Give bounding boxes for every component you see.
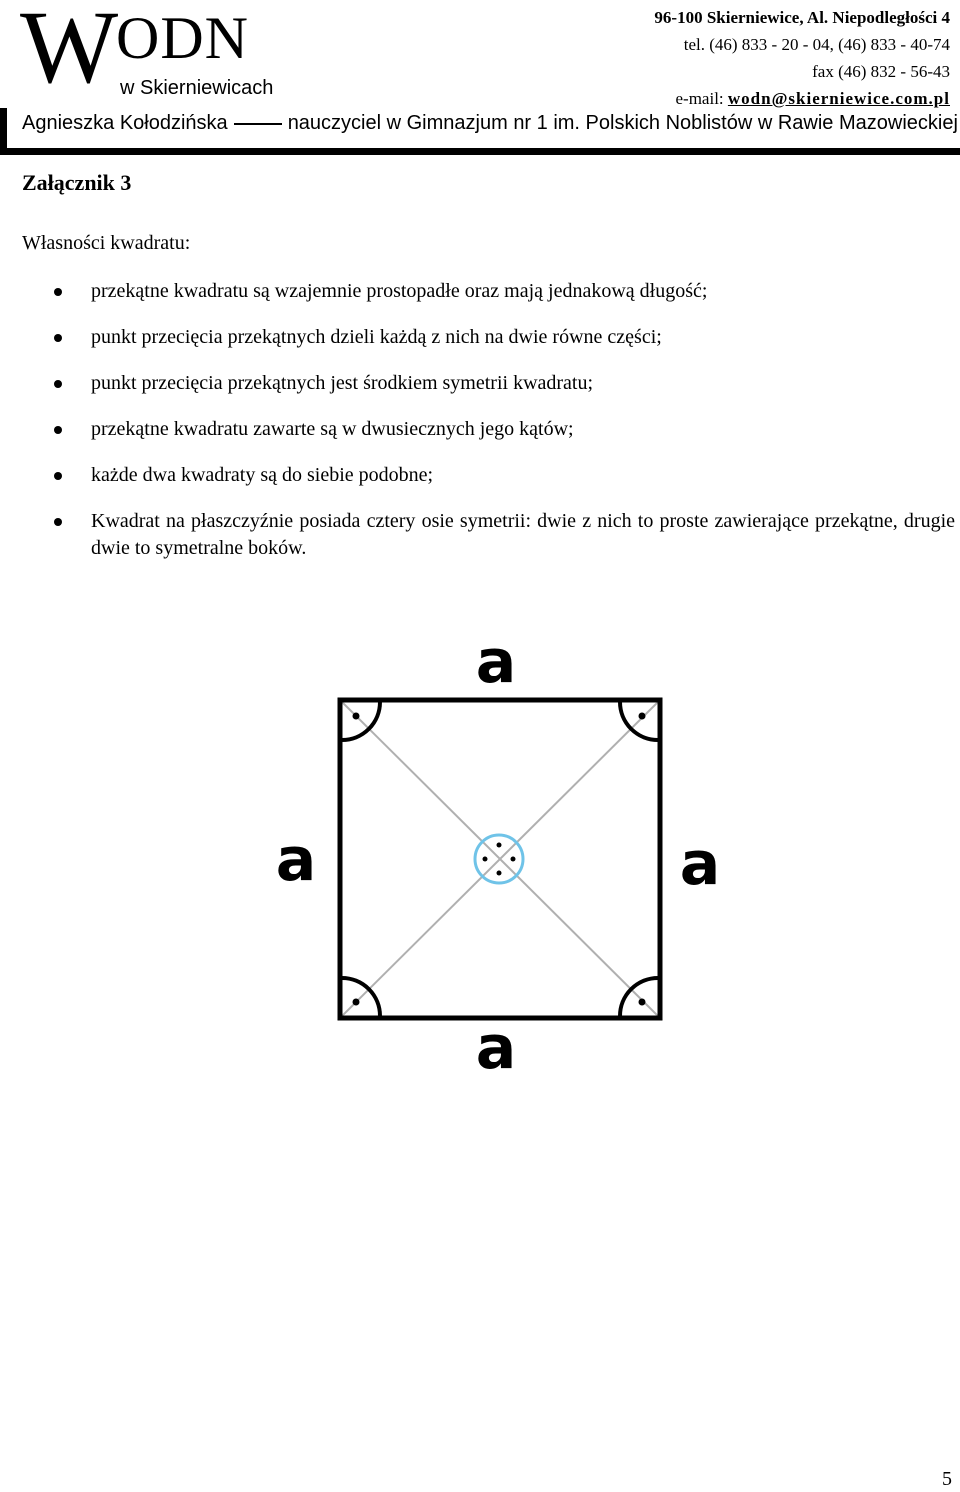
side-label-bottom: a <box>475 1013 517 1080</box>
list-item-text: punkt przecięcia przekątnych dzieli każdą z nich na dwie równe części; <box>91 326 662 348</box>
center-dot-top <box>497 843 502 848</box>
side-label-top: a <box>475 630 517 697</box>
side-label-right: a <box>679 829 721 899</box>
header-divider <box>0 148 960 155</box>
list-item <box>0 462 955 489</box>
bullet-icon <box>54 472 62 480</box>
bullet-icon <box>54 380 62 388</box>
center-dot-right <box>511 857 516 862</box>
list-item-text: przekątne kwadratu zawarte są w dwusiecznych jego kątów; <box>91 418 574 440</box>
angle-dot-top-right <box>639 713 646 720</box>
bullet-icon <box>54 334 62 342</box>
email-link[interactable]: wodn@skierniewice.com.pl <box>727 89 950 108</box>
side-label-left: a <box>275 825 317 895</box>
angle-dot-top-left <box>353 713 360 720</box>
author-role: nauczyciel w Gimnazjum nr 1 im. Polskich Noblistów w Rawie Mazowieckiej <box>287 112 958 134</box>
list-item <box>0 278 955 305</box>
properties-list <box>0 278 955 581</box>
contact-block <box>654 4 950 112</box>
author-dash <box>234 123 282 125</box>
center-dot-bottom <box>497 871 502 876</box>
center-dot-left <box>483 857 488 862</box>
address-line: 96-100 Skierniewice, Al. Niepodległości 4 <box>654 8 950 27</box>
logo-subtitle: w Skierniewicach <box>120 77 274 99</box>
bullet-icon <box>54 426 62 434</box>
angle-dot-bottom-left <box>353 999 360 1006</box>
email-label: e-mail: <box>675 89 728 108</box>
logo-letter-w: W <box>20 0 115 105</box>
angle-dot-bottom-right <box>639 999 646 1006</box>
author-line <box>22 110 958 136</box>
list-item-text: Kwadrat na płaszczyźnie posiada cztery osie symetrii: dwie z nich to proste zawierające przekątne, drugie dwie to symetralne boków. <box>91 510 955 559</box>
bullet-icon <box>54 288 62 296</box>
fax-line: fax (46) 832 - 56-43 <box>812 62 950 81</box>
list-item <box>0 416 955 443</box>
list-item-text: każde dwa kwadraty są do siebie podobne; <box>91 464 434 486</box>
logo-letters-odn: ODN <box>116 5 249 71</box>
list-item-text: punkt przecięcia przekątnych jest środkiem symetrii kwadratu; <box>91 372 594 394</box>
author-name: Agnieszka Kołodzińska <box>22 112 228 134</box>
page-number: 5 <box>942 1468 952 1490</box>
page-title: Załącznik 3 <box>22 170 132 195</box>
phone-line: tel. (46) 833 - 20 - 04, (46) 833 - 40-74 <box>683 35 950 54</box>
list-item <box>0 508 955 562</box>
list-item-text: przekątne kwadratu są wzajemnie prostopadłe oraz mają jednakową długość; <box>91 280 708 302</box>
section-heading: Własności kwadratu: <box>22 232 191 254</box>
bullet-icon <box>54 518 62 526</box>
list-item <box>0 370 955 397</box>
email-line <box>654 85 950 112</box>
square-diagram <box>270 630 730 1080</box>
list-item <box>0 324 955 351</box>
wodn-logo <box>20 2 300 106</box>
